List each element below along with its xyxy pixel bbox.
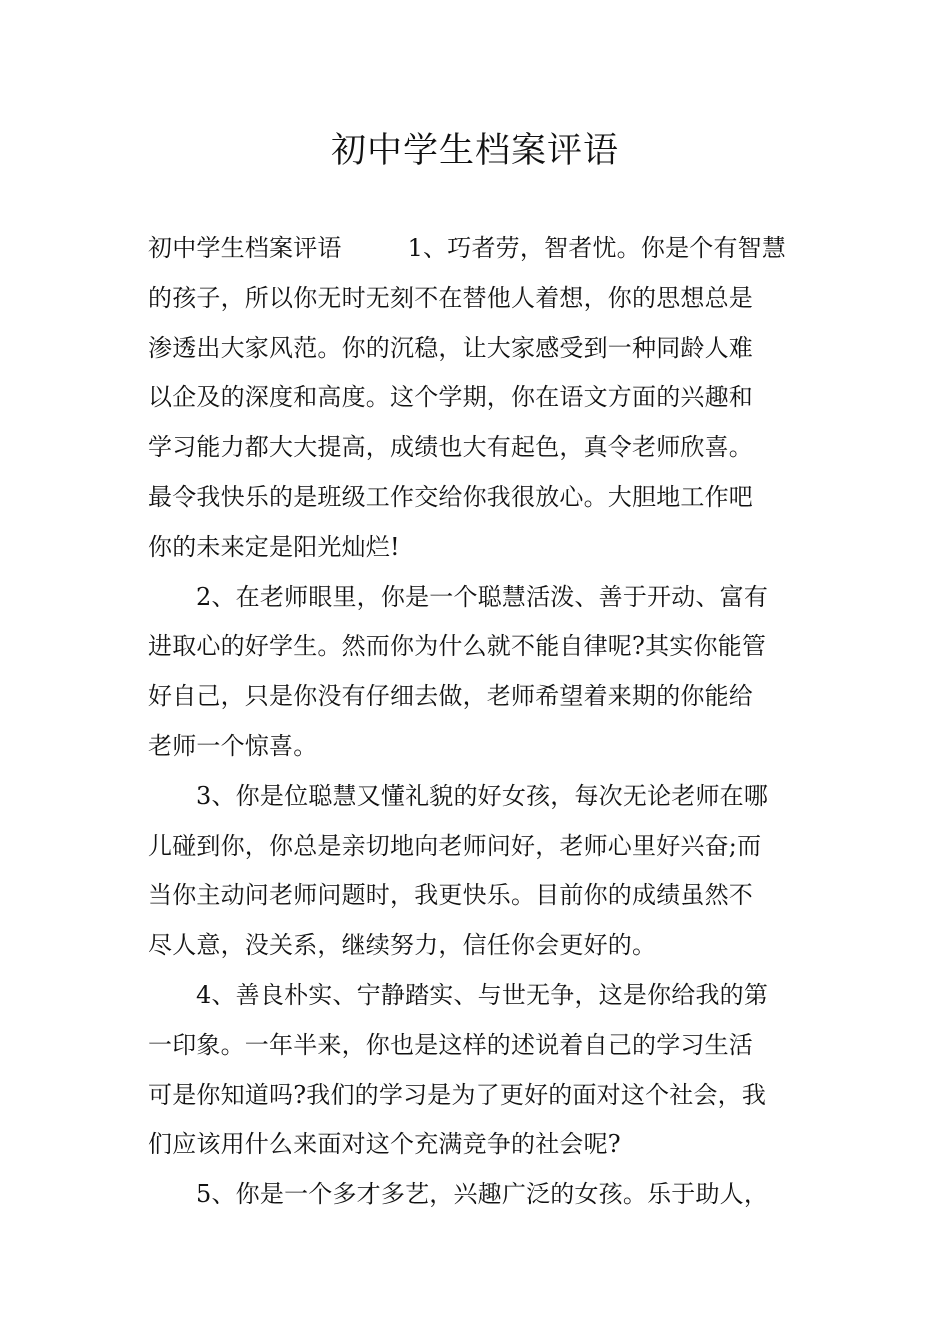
body-line [148, 224, 816, 274]
body-line: 渗透出大家风范。你的沉稳，让大家感受到一种同龄人难 [148, 333, 753, 362]
inline-heading: 初中学生档案评语 [148, 234, 342, 262]
body-line: 你的未来定是阳光灿烂! [148, 532, 400, 561]
document-title: 初中学生档案评语 [330, 131, 619, 171]
body-line: 最令我快乐的是班级工作交给你我很放心。大胆地工作吧 [148, 482, 753, 511]
paragraph-2-start: 2、在老师眼里，你是一个聪慧活泼、善于开动、富有 [196, 582, 769, 611]
body-line: 的孩子，所以你无时无刻不在替他人着想，你的思想总是 [148, 283, 753, 312]
document-body [148, 224, 816, 1220]
body-line: 老师一个惊喜。 [148, 731, 318, 760]
body-line: 以企及的深度和高度。这个学期，你在语文方面的兴趣和 [148, 383, 753, 412]
body-line: 们应该用什么来面对这个充满竞争的社会呢? [148, 1130, 621, 1159]
body-line: 一印象。一年半来，你也是这样的述说着自己的学习生活 [148, 1030, 753, 1059]
paragraph-4-start: 4、善良朴实、宁静踏实、与世无争，这是你给我的第 [196, 980, 769, 1009]
body-line: 学习能力都大大提高，成绩也大有起色，真令老师欣喜。 [148, 433, 753, 462]
body-line: 当你主动问老师问题时，我更快乐。目前你的成绩虽然不 [148, 881, 753, 910]
body-line: 尽人意，没关系，继续努力，信任你会更好的。 [148, 931, 657, 960]
paragraph-5-start: 5、你是一个多才多艺，兴趣广泛的女孩。乐于助人， [196, 1180, 769, 1209]
body-line: 儿碰到你，你总是亲切地向老师问好，老师心里好兴奋;而 [148, 831, 762, 860]
paragraph-1-start: 1、巧者劳，智者忧。你是个有智慧 [407, 234, 787, 262]
paragraph-3-start: 3、你是位聪慧又懂礼貌的好女孩，每次无论老师在哪 [196, 781, 769, 810]
body-line: 可是你知道吗?我们的学习是为了更好的面对这个社会，我 [148, 1080, 767, 1109]
body-line: 好自己，只是你没有仔细去做，老师希望着来期的你能给 [148, 682, 753, 711]
body-line: 进取心的好学生。然而你为什么就不能自律呢?其实你能管 [148, 632, 767, 661]
